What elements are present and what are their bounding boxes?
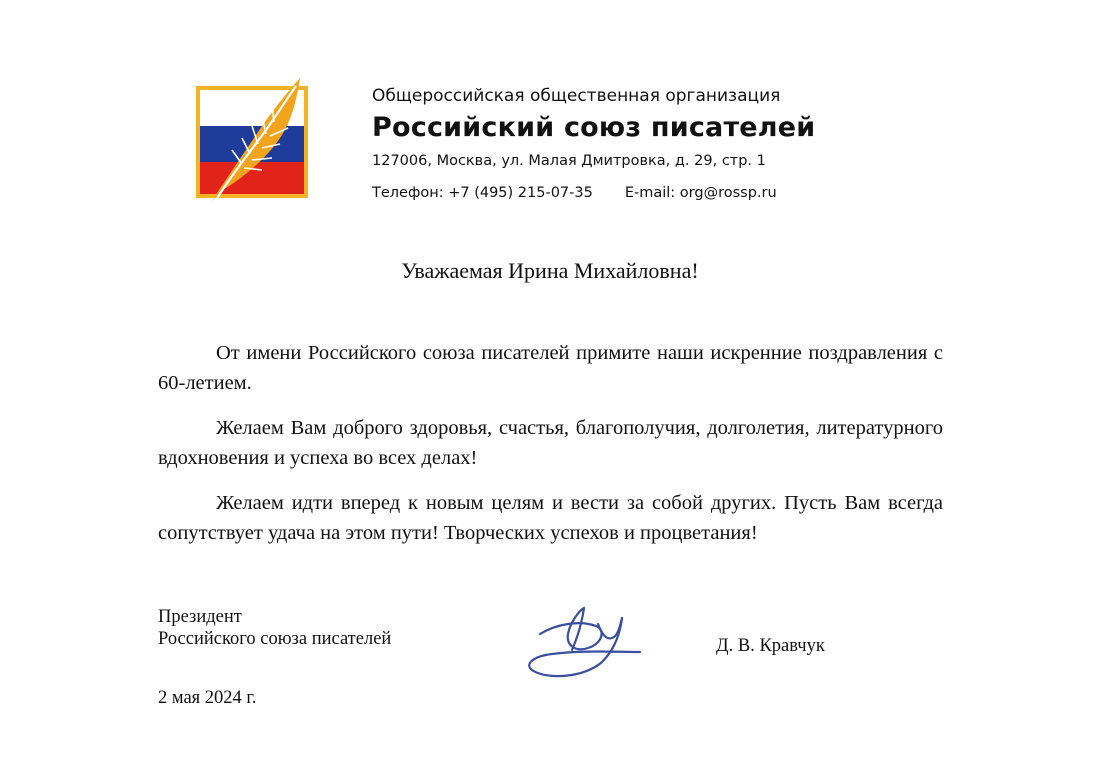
- phone-number: Телефон: +7 (495) 215-07-35: [372, 185, 593, 201]
- organization-contacts: [372, 182, 815, 204]
- handwritten-signature-icon: [522, 604, 652, 686]
- paragraph: Желаем идти вперед к новым целям и вести за собой других. Пусть Вам всегда сопутствует удача на этом пути! Творческих успехов и процветания!: [158, 492, 943, 544]
- letter-body: [158, 338, 943, 548]
- organization-name: Российский союз писателей: [372, 112, 816, 143]
- greeting: Уважаемая Ирина Михайловна!: [401, 258, 699, 283]
- organization-address: 127006, Москва, ул. Малая Дмитровка, д. 29, стр. 1: [372, 153, 766, 169]
- position-organization: Российского союза писателей: [158, 629, 392, 649]
- letter-date: 2 мая 2024 г.: [158, 688, 257, 708]
- organization-logo: [196, 74, 310, 208]
- organization-header: [372, 84, 815, 204]
- organization-type: Общероссийская общественная организация: [372, 86, 781, 106]
- paragraph: От имени Российского союза писателей примите наши искренние поздравления с 60-летием.: [158, 342, 943, 394]
- signer-position: [158, 606, 391, 650]
- position-title: Президент: [158, 607, 242, 627]
- email-address: E-mail: org@rossp.ru: [624, 185, 777, 201]
- paragraph: Желаем Вам доброго здоровья, счастья, благополучия, долголетия, литературного вдохновения и успеха во всех делах!: [158, 417, 943, 469]
- signer-name: Д. В. Кравчук: [716, 636, 825, 656]
